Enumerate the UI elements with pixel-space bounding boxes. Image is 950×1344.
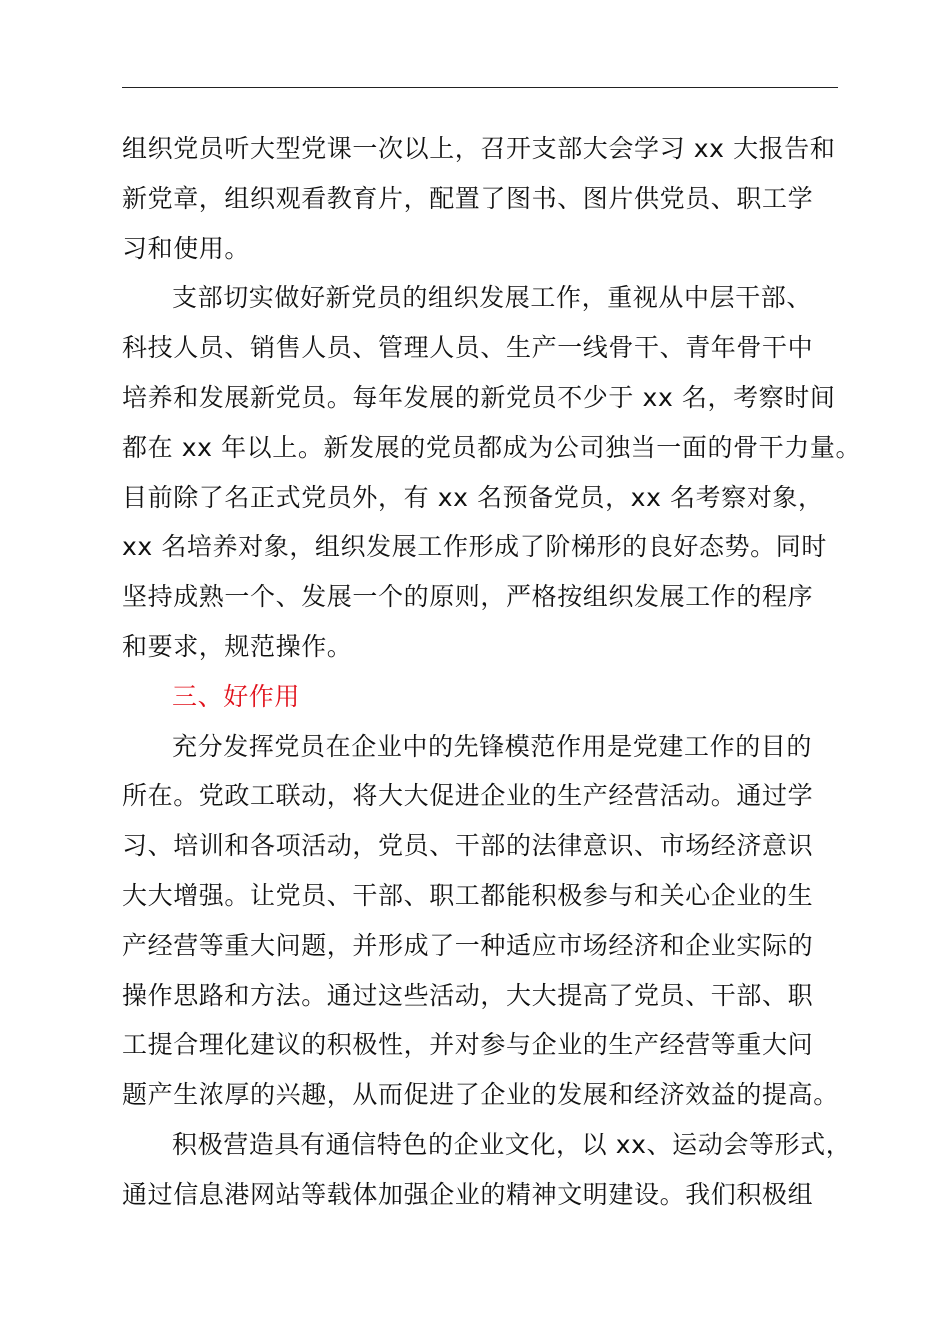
text-line: 都在 xx 年以上。新发展的党员都成为公司独当一面的骨干力量。 <box>122 432 862 462</box>
text-line: 充分发挥党员在企业中的先锋模范作用是党建工作的目的 <box>172 731 813 761</box>
text-line: xx 名培养对象，组织发展工作形成了阶梯形的良好态势。同时 <box>122 532 827 562</box>
text-line: 和要求，规范操作。 <box>122 631 353 661</box>
text-line: 通过信息港网站等载体加强企业的精神文明建设。我们积极组 <box>122 1179 814 1209</box>
header-rule <box>122 87 838 88</box>
text-line: 培养和发展新党员。每年发展的新党员不少于 xx 名，考察时间 <box>122 382 836 412</box>
text-line: 支部切实做好新党员的组织发展工作，重视从中层干部、 <box>172 283 813 313</box>
text-line: 所在。党政工联动，将大大促进企业的生产经营活动。通过学 <box>122 781 814 811</box>
document-body <box>122 124 862 1220</box>
text-line: 操作思路和方法。通过这些活动，大大提高了党员、干部、职 <box>122 980 814 1010</box>
text-line: 新党章，组织观看教育片，配置了图书、图片供党员、职工学 <box>122 183 814 213</box>
text-line: 产经营等重大问题，并形成了一种适应市场经济和企业实际的 <box>122 930 814 960</box>
text-line: 科技人员、销售人员、管理人员、生产一线骨干、青年骨干中 <box>122 333 814 363</box>
text-line: 组织党员听大型党课一次以上，召开支部大会学习 xx 大报告和 <box>122 134 836 163</box>
text-line: 工提合理化建议的积极性，并对参与企业的生产经营等重大问 <box>122 1030 814 1060</box>
section-heading: 三、好作用 <box>172 681 301 711</box>
text-line: 积极营造具有通信特色的企业文化，以 xx、运动会等形式， <box>172 1129 852 1159</box>
text-line: 目前除了名正式党员外，有 xx 名预备党员，xx 名考察对象， <box>122 482 824 512</box>
text-line: 习、培训和各项活动，党员、干部的法律意识、市场经济意识 <box>122 831 814 861</box>
text-line: 大大增强。让党员、干部、职工都能积极参与和关心企业的生 <box>122 880 814 910</box>
text-line: 坚持成熟一个、发展一个的原则，严格按组织发展工作的程序 <box>122 582 814 612</box>
text-line: 习和使用。 <box>122 233 251 263</box>
text-line: 题产生浓厚的兴趣，从而促进了企业的发展和经济效益的提高。 <box>122 1080 839 1110</box>
